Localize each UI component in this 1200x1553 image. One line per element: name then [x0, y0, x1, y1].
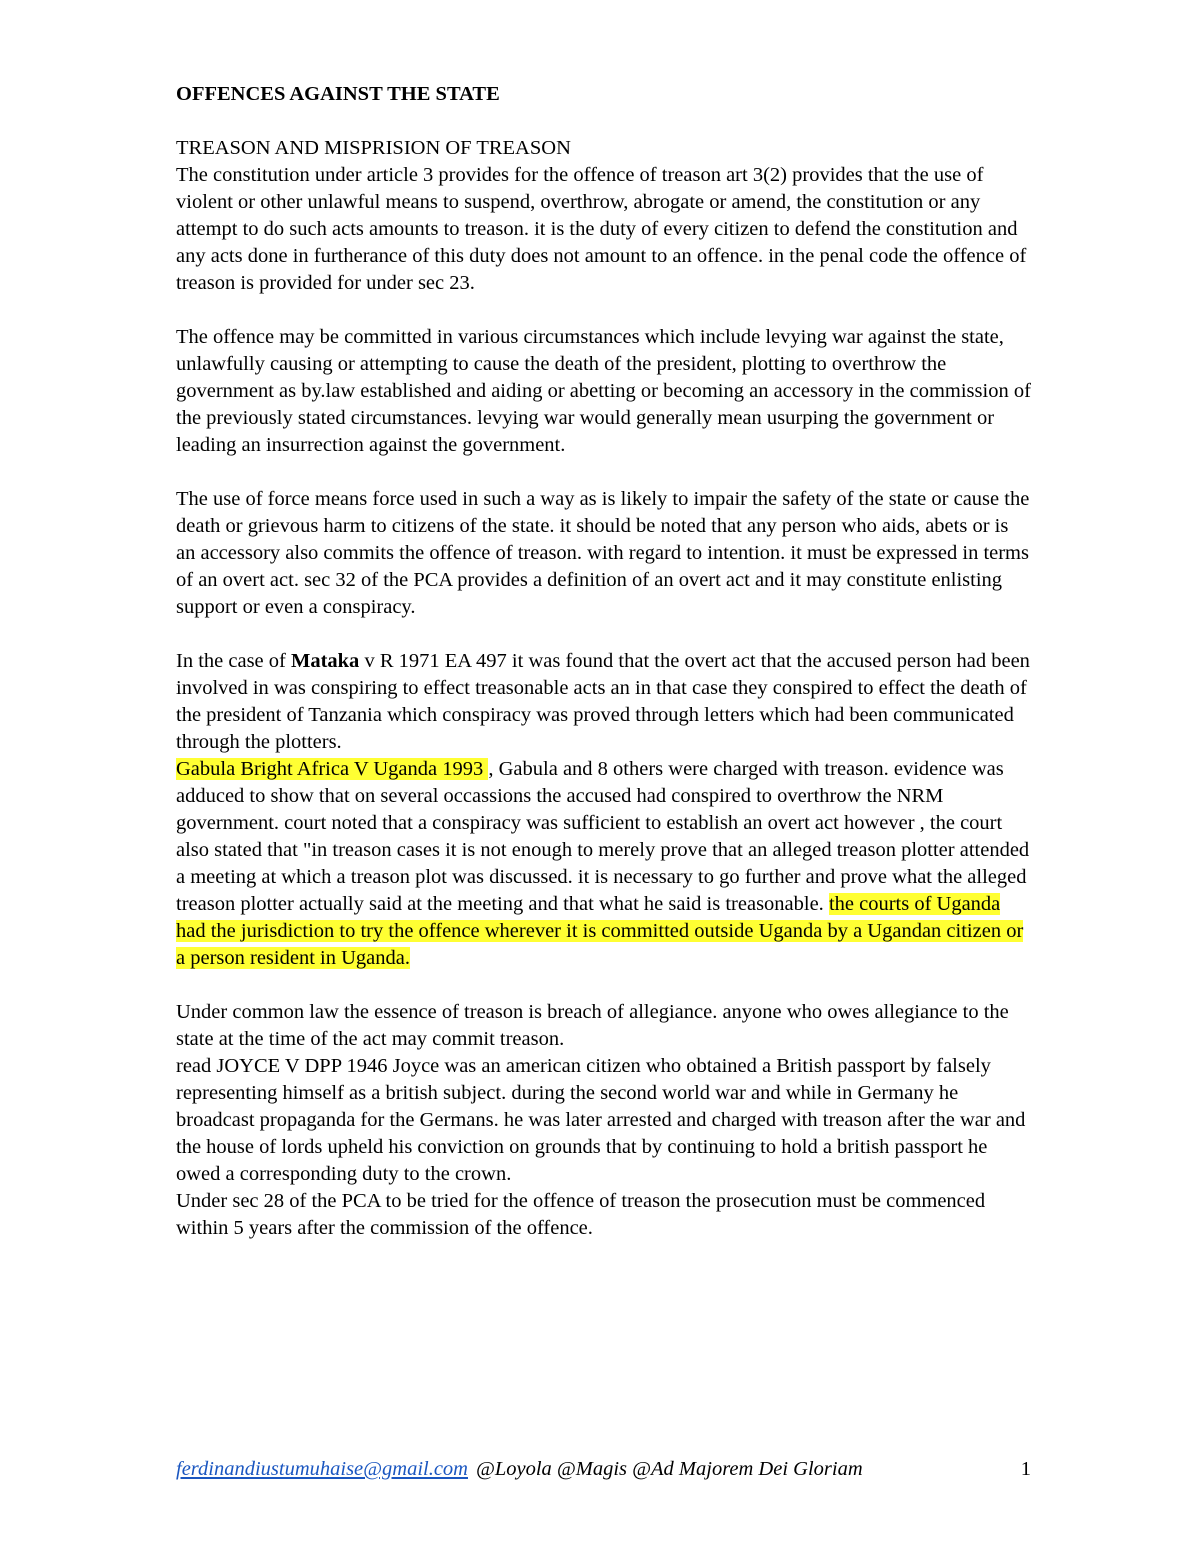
paragraph-gabula-case — [176, 756, 1031, 972]
section-heading: TREASON AND MISPRISION OF TREASON — [176, 137, 571, 159]
paragraph-limitation: Under sec 28 of the PCA to be tried for the offence of treason the prosecution must be commenced within 5 years after the commission of the offence. — [176, 1190, 986, 1239]
footer-email-link[interactable]: ferdinandiustumuhaise@gmail.com — [176, 1458, 468, 1480]
paragraph-common-law: Under common law the essence of treason is breach of allegiance. anyone who owes allegiance to the state at the time of the act may commit treason. — [176, 1001, 1009, 1050]
mataka-case-name: Mataka — [290, 650, 360, 672]
gabula-case-text: , Gabula and 8 others were charged with treason. evidence was adduced to show that on several occassions the accused had conspired to overthrow the NRM government. court noted that a conspiracy was sufficient to establish an overt act however , the court also stated that "in treason cases it is not enough to merely prove that an alleged treason plotter attended a meeting at which a treason plot was discussed. it is necessary to go further and prove what the alleged treason plotter actually said at the meeting and that what he said is treasonable. — [176, 758, 1030, 915]
paragraph-joyce-case: read JOYCE V DPP 1946 Joyce was an american citizen who obtained a British passport by falsely representing himself as a british subject. during the second world war and while in Germany he broadcast propaganda for the Germans. he was later arrested and charged with treason after the war and the house of lords upheld his conviction on grounds that by continuing to hold a british passport he owed a corresponding duty to the crown. — [176, 1055, 1026, 1185]
document-title: OFFENCES AGAINST THE STATE — [176, 83, 500, 105]
mataka-intro: In the case of — [176, 650, 291, 672]
footer-tagline: @Loyola @Magis @Ad Majorem Dei Gloriam — [476, 1458, 863, 1480]
paragraph-circumstances: The offence may be committed in various circumstances which include levying war against the state, unlawfully causing or attempting to cause the death of the president, plotting to overthrow the government as by.law established and aiding or abetting or becoming an accessory in the commission of the previously stated circumstances. levying war would generally mean usurping the government or leading an insurrection against the government. — [176, 326, 1031, 456]
jurisdiction-highlight: the courts of Uganda had the jurisdiction to try the offence wherever it is committed outside Uganda by a Ugandan citizen or a person resident in Uganda. — [176, 893, 1024, 969]
paragraph-constitution: The constitution under article 3 provides for the offence of treason art 3(2) provides that the use of violent or other unlawful means to suspend, overthrow, abrogate or amend, the constitution or any attempt to do such acts amounts to treason. it is the duty of every citizen to defend the constitution and any acts done in furtherance of this duty does not amount to an offence. in the penal code the offence of treason is provided for under sec 23. — [176, 164, 1027, 294]
paragraph-mataka-case — [176, 648, 1031, 756]
document-body — [176, 78, 1031, 1242]
page-number: 1 — [1020, 1458, 1031, 1480]
paragraph-use-of-force: The use of force means force used in such a way as is likely to impair the safety of the state or cause the death or grievous harm to citizens of the state. it should be noted that any person who aids, abets or is an accessory also commits the offence of treason. with regard to intention. it must be expressed in terms of an overt act. sec 32 of the PCA provides a definition of an overt act and it may constitute enlisting support or even a conspiracy. — [176, 488, 1030, 618]
page-footer — [176, 1456, 1031, 1483]
gabula-case-name-highlight: Gabula Bright Africa V Uganda 1993 — [176, 758, 489, 780]
mataka-case-text: v R 1971 EA 497 it was found that the overt act that the accused person had been involved in was conspiring to effect treasonable acts an in that case they conspired to effect the death of the president of Tanzania which conspiracy was proved through letters which had been communicated through the plotters. — [176, 650, 1030, 753]
